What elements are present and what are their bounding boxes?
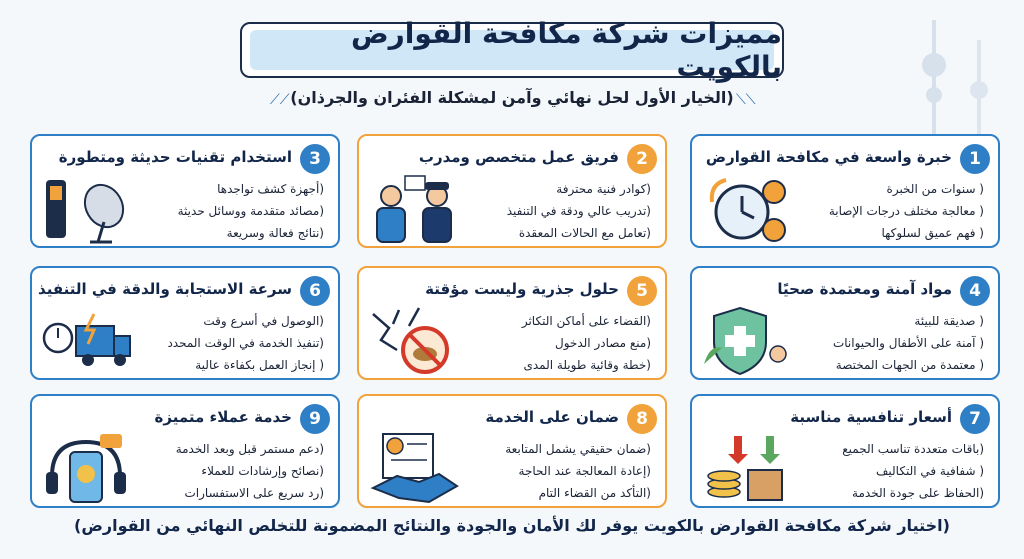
health-shield-icon: [702, 304, 794, 378]
clock-gears-icon: [702, 172, 794, 246]
card-line: ( آمنة على الأطفال والحيوانات: [832, 336, 984, 350]
technician-team-icon: [369, 172, 461, 246]
card-line: (القضاء على أماكن التكاثر: [521, 314, 651, 328]
card-line: ( صديقة للبيئة: [914, 314, 984, 328]
feature-card-7: [690, 394, 1000, 508]
card-number: 2: [627, 144, 657, 174]
card-line: (الحفاظ على جودة الخدمة: [852, 486, 984, 500]
card-title: خبرة واسعة في مكافحة القوارض: [705, 148, 952, 166]
card-line: (تنفيذ الخدمة في الوقت المحدد: [167, 336, 324, 350]
card-title: استخدام تقنيات حديثة ومتطورة: [58, 148, 292, 166]
page-subtitle: (الخيار الأول لحل نهائي وآمن لمشكلة الفئران والجرذان): [290, 88, 734, 107]
feature-card-2: [357, 134, 667, 248]
card-line: ( سنوات من الخبرة: [886, 182, 984, 196]
card-number: 3: [300, 144, 330, 174]
card-line: (ضمان حقيقي يشمل المتابعة: [505, 442, 651, 456]
card-line: (التأكد من القضاء التام: [538, 486, 651, 500]
card-number: 5: [627, 276, 657, 306]
card-line: (خطة وقائية طويلة المدى: [523, 358, 651, 372]
card-line: (دعم مستمر قبل وبعد الخدمة: [175, 442, 324, 456]
card-title: أسعار تنافسية مناسبة: [790, 408, 952, 426]
card-line: (إعادة المعالجة عند الحاجة: [518, 464, 651, 478]
card-line: (رد سريع على الاستفسارات: [184, 486, 324, 500]
page-title: مميزات شركة مكافحة القوارض بالكويت: [351, 17, 782, 83]
card-line: (تدريب عالي ودقة في التنفيذ: [506, 204, 651, 218]
card-line: (باقات متعددة تناسب الجميع: [842, 442, 984, 456]
footer-note: (اختيار شركة مكافحة القوارض بالكويت يوفر لك الأمان والجودة والنتائج المضمونة للتخلص النهائي من القوارض): [74, 516, 950, 535]
card-line: (كوادر فنية محترفة: [556, 182, 651, 196]
title-banner: [240, 17, 784, 83]
card-title: ضمان على الخدمة: [485, 408, 619, 426]
feature-card-9: [30, 394, 340, 508]
coins-box-icon: [702, 432, 794, 506]
subtitle-deco-left-icon: ⟋⟋: [270, 92, 290, 108]
feature-card-8: [357, 394, 667, 508]
card-title: خدمة عملاء متميزة: [154, 408, 292, 426]
card-line: (الوصول في أسرع وقت: [203, 314, 324, 328]
card-number: 7: [960, 404, 990, 434]
feature-card-3: [30, 134, 340, 248]
card-title: سرعة الاستجابة والدقة في التنفيذ: [38, 280, 292, 298]
card-line: ( إنجاز العمل بكفاءة عالية: [195, 358, 324, 372]
fast-truck-icon: [42, 304, 134, 378]
card-number: 6: [300, 276, 330, 306]
feature-card-5: [357, 266, 667, 380]
card-title: فريق عمل متخصص ومدرب: [418, 148, 619, 166]
card-line: (نتائج فعالة وسريعة: [226, 226, 324, 240]
card-number: 4: [960, 276, 990, 306]
card-line: ( معالجة مختلف درجات الإصابة: [828, 204, 984, 218]
card-title: حلول جذرية وليست مؤقتة: [425, 280, 619, 298]
card-line: ( معتمدة من الجهات المختصة: [835, 358, 984, 372]
headset-phone-icon: [42, 432, 134, 506]
card-line: ( شفافية في التكاليف: [875, 464, 984, 478]
card-title: مواد آمنة ومعتمدة صحيًا: [777, 280, 952, 298]
card-number: 8: [627, 404, 657, 434]
kuwait-towers-icon: [914, 20, 954, 140]
feature-card-6: [30, 266, 340, 380]
card-line: (تعامل مع الحالات المعقدة: [518, 226, 651, 240]
card-line: (أجهزة كشف تواجدها: [217, 182, 324, 196]
handshake-certificate-icon: [369, 432, 461, 506]
card-number: 9: [300, 404, 330, 434]
subtitle-deco-right-icon: ⟍⟍: [736, 92, 756, 108]
feature-card-1: [690, 134, 1000, 248]
card-line: (مصائد متقدمة ووسائل حديثة: [177, 204, 324, 218]
card-line: ( فهم عميق لسلوكها: [881, 226, 984, 240]
feature-card-4: [690, 266, 1000, 380]
no-nest-icon: [369, 304, 461, 378]
satellite-detector-icon: [42, 172, 134, 246]
card-line: (منع مصادر الدخول: [555, 336, 651, 350]
card-number: 1: [960, 144, 990, 174]
card-line: (نصائح وإرشادات للعملاء: [201, 464, 324, 478]
